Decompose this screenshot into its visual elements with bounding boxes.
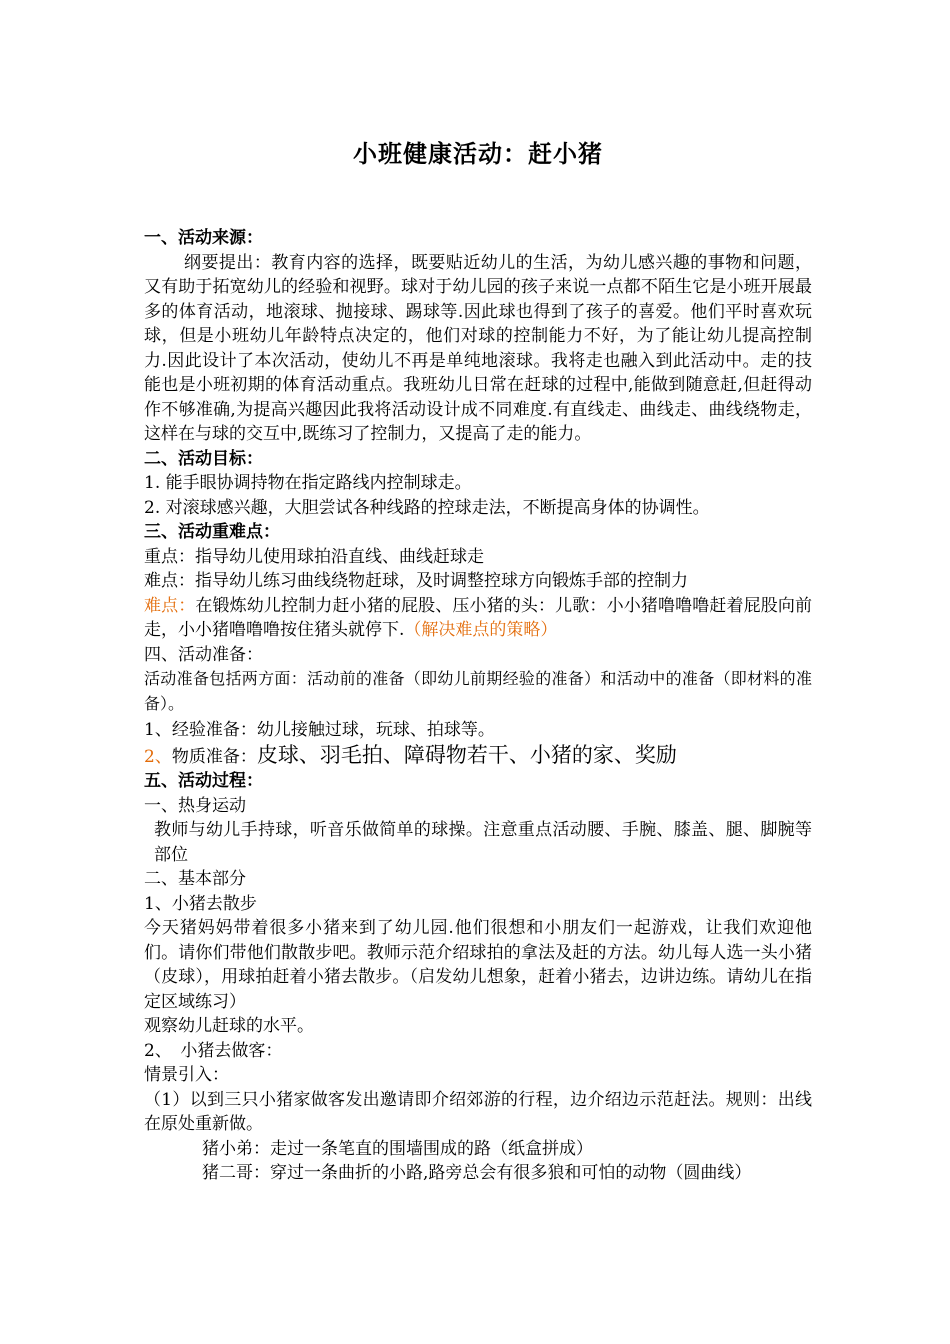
warmup-body: 教师与幼儿手持球，听音乐做简单的球操。注意重点活动腰、手腕、膝盖、腿、脚腕等部位 [154, 820, 812, 865]
step-1-body: 今天猪妈妈带着很多小猪来到了幼儿园.他们很想和小朋友们一起游戏，让我们欢迎他们。请你们带他们散散步吧。教师示范介绍球拍的拿法及赶的方法。幼儿每人选一头小猪（皮球），用球拍赶着小猪去散步。（启发幼儿想象，赶着小猪去，边讲边练。请幼儿在指定区域练习） [144, 918, 812, 1012]
preparation-item-materials [144, 743, 812, 770]
step-1-observe: 观察幼儿赶球的水平。 [144, 1016, 314, 1036]
section-heading-preparation: 四、活动准备： [144, 644, 263, 665]
pig-second-line: 猪二哥：穿过一条曲折的小路,路旁总会有很多狼和可怕的动物（圆曲线） [202, 1163, 752, 1183]
scene-item-1: （1）以到三只小猪家做客发出邀请即介绍郊游的行程，边介绍边示范赶法。规则：出线在原处重新做。 [144, 1089, 812, 1134]
section-heading-key-points: 三、活动重难点： [144, 522, 280, 542]
goal-item-2: 2. 对滚球感兴趣，大胆尝试各种线路的控球走法，不断提高身体的协调性。 [144, 497, 710, 518]
section-heading-process: 五、活动过程： [144, 771, 263, 791]
strategy-label: 难点： [144, 595, 196, 616]
materials-label: 物质准备： [171, 746, 257, 767]
section-heading-goals: 二、活动目标： [144, 448, 263, 469]
strategy-paragraph [144, 594, 812, 643]
step-2-title: 2、 小猪去做客： [144, 1040, 283, 1061]
materials-list: 皮球、羽毛拍、障碍物若干、小猪的家、奖励 [256, 742, 677, 767]
materials-number: 2、 [144, 746, 172, 767]
section-heading-source: 一、活动来源： [144, 228, 263, 248]
page-title: 小班健康活动：赶小猪 [353, 139, 603, 168]
pig-young-line: 猪小弟：走过一条笔直的围墙围成的路（纸盒拼成） [202, 1138, 593, 1159]
key-point-line: 重点：指导幼儿使用球拍沿直线、曲线赶球走 [144, 546, 484, 567]
warmup-title: 一、热身运动 [144, 795, 246, 816]
document-body [144, 226, 812, 1186]
strategy-body: 在锻炼幼儿控制力赶小猪的屁股、压小猪的头：儿歌：小小猪噜噜噜赶着屁股向前走，小小猪噜噜噜按住猪头就停下. [144, 595, 813, 640]
difficulty-line: 难点：指导幼儿练习曲线绕物赶球，及时调整控球方向锻炼手部的控制力 [144, 571, 688, 591]
goal-item-1: 1. 能手眼协调持物在指定路线内控制球走。 [144, 473, 472, 493]
strategy-note: （解决难点的策略） [404, 620, 558, 640]
basic-part-title: 二、基本部分 [144, 869, 246, 889]
scene-intro: 情景引入： [144, 1065, 229, 1085]
preparation-item-experience: 1、经验准备：幼儿接触过球，玩球、拍球等。 [144, 720, 495, 740]
step-1-title: 1、小猪去散步 [144, 893, 257, 914]
preparation-intro: 活动准备包括两方面：活动前的准备（即幼儿前期经验的准备）和活动中的准备（即材料的准备）。 [144, 669, 812, 713]
source-paragraph: 纲要提出：教育内容的选择，既要贴近幼儿的生活，为幼儿感兴趣的事物和问题，又有助于拓宽幼儿的经验和视野。球对于幼儿园的孩子来说一点都不陌生它是小班开展最多的体育活动，地滚球、抛接球、踢球等.因此球也得到了孩子的喜爱。他们平时喜欢玩球，但是小班幼儿年龄特点决定的，他们对球的控制能力不好，为了能让幼儿提高控制力.因此设计了本次活动，使幼儿不再是单纯地滚球。我将走也融入到此活动中。走的技能也是小班初期的体育活动重点。我班幼儿日常在赶球的过程中,能做到随意赶,但赶得动作不够准确,为提高兴趣因此我将活动设计成不同难度.有直线走、曲线走、曲线绕物走，这样在与球的交互中,既练习了控制力，又提高了走的能力。 [144, 252, 812, 444]
